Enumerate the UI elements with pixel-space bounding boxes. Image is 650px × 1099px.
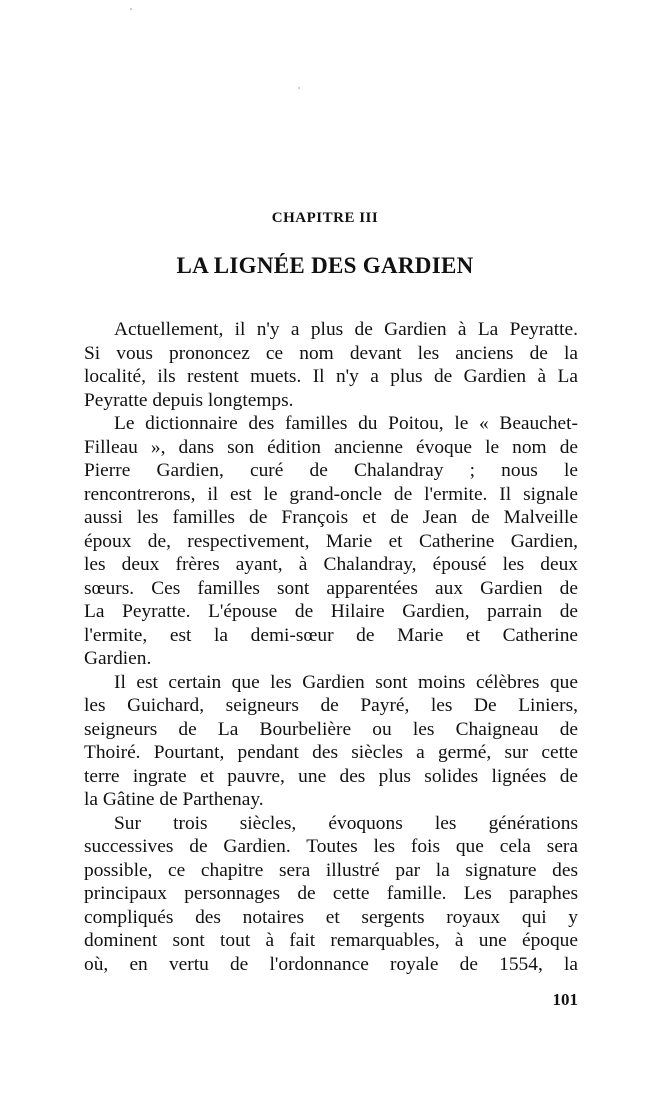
text-line: compliqués des notaires et sergents royaux qui y xyxy=(84,906,578,928)
text-line: Gardien. xyxy=(84,648,152,669)
text-line: les deux frères ayant, à Chalandray, épousé les deux xyxy=(84,554,578,575)
text-line: Pierre Gardien, curé de Chalandray ; nous le xyxy=(84,460,578,481)
scan-speck xyxy=(130,8,132,10)
scan-speck xyxy=(298,87,300,89)
text-line: Peyratte depuis longtemps. xyxy=(84,389,294,411)
text-line: Si vous prononcez ce nom devant les anciens de la xyxy=(84,342,578,364)
paragraph-1 xyxy=(54,318,578,412)
text-line: Actuellement, il n'y a plus de Gardien à La Peyratte. xyxy=(114,319,578,340)
text-line: principaux personnages de cette famille. Les paraphes xyxy=(84,883,578,904)
text-line: où, en vertu de l'ordonnance royale de 1554, la xyxy=(84,953,578,975)
chapter-title: LA LIGNÉE DES GARDIEN xyxy=(176,253,474,278)
text-line: Le dictionnaire des familles du Poitou, le « Beauchet- xyxy=(114,413,578,434)
text-line: la Gâtine de Parthenay. xyxy=(84,789,264,810)
text-line: Filleau », dans son édition ancienne évoque le nom de xyxy=(84,436,578,458)
text-line: rencontrerons, il est le grand-oncle de l'ermite. Il signale xyxy=(84,483,578,505)
text-line: terre ingrate et pauvre, une des plus solides lignées de xyxy=(84,765,578,787)
text-line: dominent sont tout à fait remarquables, à une époque xyxy=(84,930,578,951)
text-line: localité, ils restent muets. Il n'y a plus de Gardien à La xyxy=(84,366,578,387)
text-line: Il est certain que les Gardien sont moins célèbres que xyxy=(114,671,578,693)
text-line: l'ermite, est la demi-sœur de Marie et Catherine xyxy=(84,624,578,646)
chapter-label: CHAPITRE III xyxy=(271,210,379,226)
text-line: successives de Gardien. Toutes les fois que cela sera xyxy=(84,836,578,857)
paragraph-2 xyxy=(54,412,578,671)
text-line: les Guichard, seigneurs de Payré, les De Liniers, xyxy=(84,695,578,716)
text-line: aussi les familles de François et de Jean de Malveille xyxy=(84,507,578,528)
body-text xyxy=(54,318,578,976)
text-line: Thoiré. Pourtant, pendant des siècles a germé, sur cette xyxy=(84,742,578,763)
text-line: seigneurs de La Bourbelière ou les Chaigneau de xyxy=(84,718,578,740)
text-line: époux de, respectivement, Marie et Catherine Gardien, xyxy=(84,530,578,552)
text-line: possible, ce chapitre sera illustré par la signature des xyxy=(84,859,578,881)
page-number: 101 xyxy=(552,990,578,1009)
text-line: sœurs. Ces familles sont apparentées aux Gardien de xyxy=(84,577,578,599)
paragraph-4 xyxy=(54,812,578,977)
paragraph-3 xyxy=(54,671,578,812)
text-line: Sur trois siècles, évoquons les générations xyxy=(114,812,578,834)
text-line: La Peyratte. L'épouse de Hilaire Gardien, parrain de xyxy=(84,601,578,622)
